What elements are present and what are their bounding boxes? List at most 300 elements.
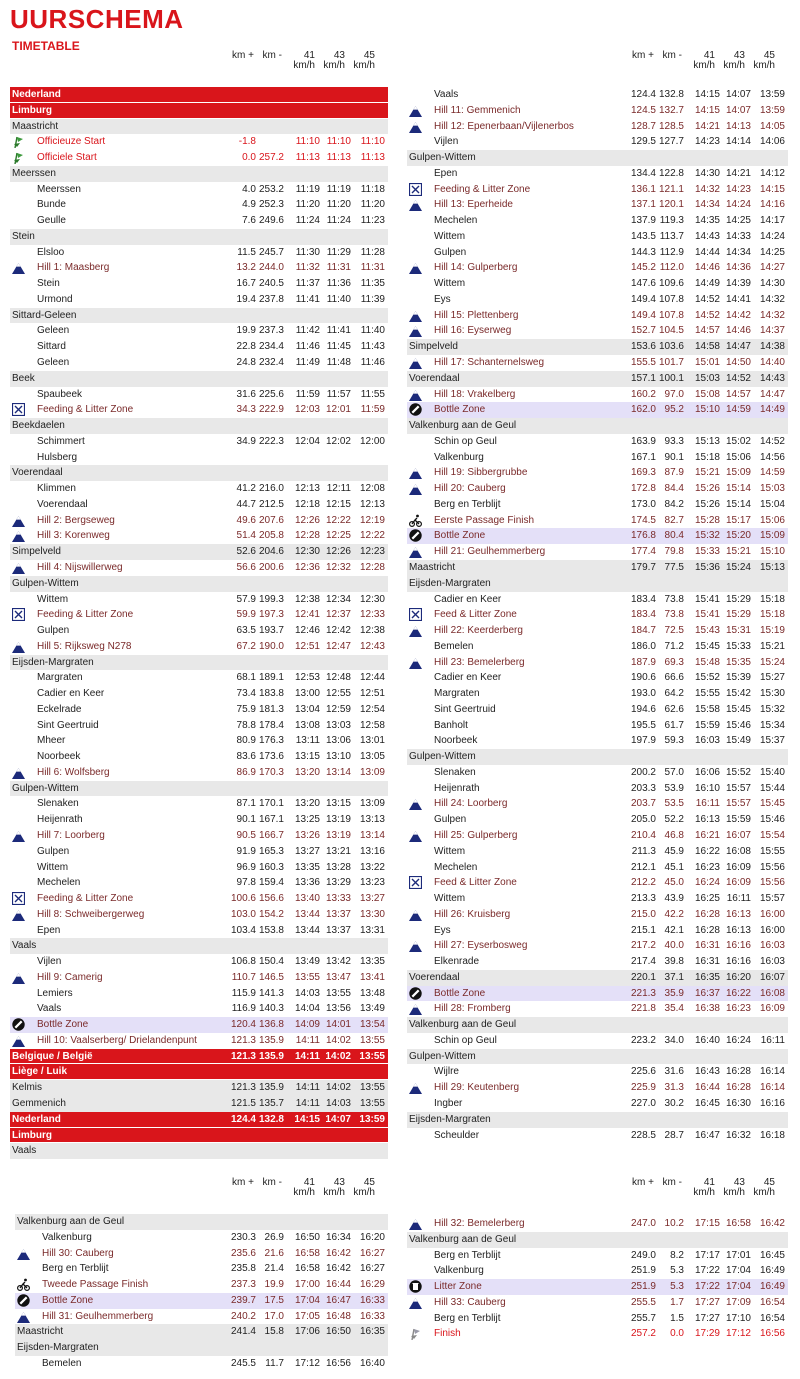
- time-43-value: 13:21: [325, 845, 351, 857]
- location-name: Geleen: [37, 357, 70, 369]
- location-name: Meerssen: [37, 183, 81, 195]
- km-plus-value: 235.8: [230, 1263, 256, 1275]
- time-41-value: 17:06: [294, 1326, 320, 1338]
- time-41-value: 15:32: [694, 530, 720, 542]
- unit-41-header: km/h: [293, 1187, 315, 1198]
- location-name: Spaubeek: [37, 388, 83, 400]
- speed-43-header: 43: [733, 1177, 745, 1188]
- location-name: Eckelrade: [37, 703, 82, 715]
- km-minus-value: 165.3: [258, 845, 284, 857]
- timetable-row: [407, 323, 788, 339]
- timetable-row: [10, 828, 388, 844]
- time-43-value: 13:37: [325, 908, 351, 920]
- timetable-row: [407, 197, 788, 213]
- km-minus-value: 252.3: [258, 199, 284, 211]
- timetable-row: [407, 182, 788, 198]
- time-43-value: 11:19: [326, 183, 351, 195]
- km-minus-value: 90.1: [664, 451, 684, 463]
- km-minus-value: 135.9: [258, 1082, 284, 1094]
- km-plus-value: 103.4: [230, 924, 256, 936]
- time-41-value: 13:44: [294, 924, 320, 936]
- km-minus-value: 87.9: [664, 467, 684, 479]
- time-41-value: 15:59: [694, 719, 720, 731]
- km-plus-value: 13.2: [236, 262, 256, 274]
- time-41-value: 13:15: [294, 751, 320, 763]
- location-name: Bunde: [37, 199, 66, 211]
- time-45-value: 16:08: [759, 987, 785, 999]
- location-name: Mechelen: [434, 215, 478, 227]
- start-flag-icon: [12, 135, 25, 148]
- km-minus-value: 146.5: [258, 971, 284, 983]
- time-43-value: 13:15: [325, 798, 351, 810]
- location-name: Hill 20: Cauberg: [434, 483, 506, 495]
- km-plus-value: 184.7: [630, 625, 656, 637]
- km-plus-header: km +: [232, 1177, 254, 1188]
- timetable-row: [407, 607, 788, 623]
- country-row: [10, 1064, 388, 1080]
- time-43-value: 16:16: [725, 956, 751, 968]
- page-subtitle: TIMETABLE: [12, 39, 80, 53]
- bottle-zone-icon: [409, 403, 422, 416]
- km-minus-value: 216.0: [258, 483, 284, 495]
- km-minus-value: 5.3: [670, 1265, 684, 1277]
- time-45-value: 15:24: [759, 656, 785, 668]
- feeding-zone-icon: [409, 183, 422, 196]
- km-minus-value: 0.0: [670, 1328, 684, 1340]
- km-minus-value: 42.1: [664, 924, 684, 936]
- location-name: Litter Zone: [434, 1281, 482, 1293]
- timetable-row: [407, 245, 788, 261]
- km-plus-value: 241.4: [230, 1326, 256, 1338]
- time-45-value: 16:09: [759, 1003, 785, 1015]
- km-plus-value: 230.3: [230, 1231, 256, 1243]
- time-41-value: 15:55: [694, 688, 720, 700]
- location-name: Bottle Zone: [434, 404, 486, 416]
- km-minus-value: 160.3: [258, 861, 284, 873]
- km-plus-value: 177.4: [630, 546, 656, 558]
- km-plus-value: 129.5: [630, 136, 656, 148]
- time-45-value: 16:42: [759, 1218, 785, 1229]
- time-45-value: 11:10: [360, 136, 385, 148]
- km-plus-value: 145.2: [630, 262, 656, 274]
- km-minus-value: 154.2: [258, 908, 284, 920]
- timetable-row: [10, 907, 388, 923]
- km-plus-value: 211.3: [631, 845, 656, 857]
- unit-45-header: km/h: [353, 60, 375, 71]
- location-name: Schimmert: [37, 435, 85, 447]
- location-name: Beek: [12, 372, 35, 384]
- timetable-row: [407, 718, 788, 734]
- km-plus-value: 67.2: [236, 640, 256, 652]
- mountain-icon: [409, 908, 422, 921]
- location-name: Noorbeek: [37, 751, 81, 763]
- timetable-row: [10, 986, 388, 1002]
- time-43-value: 14:07: [325, 1113, 351, 1125]
- time-41-value: 14:46: [694, 262, 720, 274]
- time-41-value: 11:10: [295, 136, 320, 148]
- km-minus-value: 120.1: [658, 199, 684, 211]
- timetable-row: [10, 844, 388, 860]
- time-43-value: 16:24: [725, 1034, 751, 1046]
- km-plus-value: 153.6: [630, 341, 656, 353]
- km-plus-header: km +: [232, 50, 254, 61]
- time-43-value: 11:29: [326, 246, 351, 258]
- km-minus-value: 112.9: [659, 246, 684, 258]
- time-45-value: 12:22: [359, 530, 385, 542]
- km-plus-value: 4.0: [242, 183, 256, 195]
- column-header-4: [400, 1177, 790, 1199]
- km-plus-value: 213.3: [630, 893, 656, 905]
- timetable-row: [10, 639, 388, 655]
- time-45-value: 15:57: [759, 893, 785, 905]
- time-41-value: 17:27: [694, 1312, 720, 1324]
- mountain-icon: [409, 309, 422, 322]
- timetable-row: [407, 986, 788, 1002]
- km-plus-value: 210.4: [630, 829, 656, 841]
- region-row: [10, 544, 388, 560]
- km-plus-value: 41.2: [236, 483, 256, 495]
- time-43-value: 14:57: [725, 388, 751, 400]
- time-45-value: 15:18: [759, 609, 785, 621]
- time-45-value: 13:59: [759, 104, 785, 116]
- km-plus-value: 195.5: [630, 719, 656, 731]
- time-45-value: 16:49: [759, 1281, 785, 1293]
- region-row: [407, 418, 788, 434]
- time-41-value: 15:43: [694, 625, 720, 637]
- time-41-value: 13:49: [294, 956, 320, 968]
- time-45-value: 16:03: [759, 956, 785, 968]
- location-name: Valkenburg: [434, 451, 484, 463]
- time-43-value: 13:33: [325, 893, 351, 905]
- bottle-zone-icon: [409, 529, 422, 542]
- timetable-row: [15, 1277, 388, 1293]
- time-43-value: 11:31: [326, 262, 351, 274]
- km-minus-value: 57.0: [664, 766, 684, 778]
- location-name: Vijlen: [434, 136, 459, 148]
- timetable-row: [10, 497, 388, 513]
- time-45-value: 15:18: [759, 593, 785, 605]
- km-plus-value: 34.9: [236, 435, 256, 447]
- km-plus-value: 247.0: [630, 1218, 656, 1229]
- location-name: Berg en Terblijt: [434, 1312, 501, 1324]
- km-plus-value: 237.3: [230, 1279, 256, 1291]
- km-plus-value: 121.3: [230, 1082, 256, 1094]
- time-41-value: 13:36: [294, 877, 320, 889]
- time-43-value: 11:48: [326, 357, 351, 369]
- time-41-value: 16:21: [694, 829, 720, 841]
- time-45-value: 14:15: [759, 183, 785, 195]
- km-plus-value: 221.3: [630, 987, 656, 999]
- time-45-value: 16:27: [359, 1247, 385, 1259]
- km-minus-value: 112.0: [659, 262, 684, 274]
- timetable-row: [407, 1295, 788, 1311]
- time-43-value: 12:59: [325, 703, 351, 715]
- km-minus-value: 189.1: [258, 672, 284, 684]
- time-45-value: 13:30: [359, 908, 385, 920]
- time-43-value: 13:28: [325, 861, 351, 873]
- km-plus-value: 4.9: [242, 199, 256, 211]
- time-45-value: 12:08: [359, 483, 385, 495]
- location-name: Sint Geertruid: [434, 703, 496, 715]
- km-minus-value: 197.3: [258, 609, 284, 621]
- km-minus-value: 79.8: [664, 546, 684, 558]
- time-41-value: 13:44: [294, 908, 320, 920]
- timetable-row: [10, 765, 388, 781]
- time-45-value: 15:09: [759, 530, 785, 542]
- time-45-value: 13:49: [359, 1003, 385, 1015]
- time-41-value: 13:04: [294, 703, 320, 715]
- location-name: Banholt: [434, 719, 468, 731]
- time-43-value: 16:07: [725, 829, 751, 841]
- km-minus-value: 170.3: [258, 766, 284, 778]
- km-plus-value: 87.1: [236, 798, 256, 810]
- column-header-3: [0, 1177, 390, 1199]
- location-name: Wittem: [434, 230, 466, 242]
- km-minus-value: 107.8: [658, 309, 684, 321]
- time-45-value: 12:58: [359, 719, 385, 731]
- timetable-row: [10, 513, 388, 529]
- time-41-value: 12:51: [294, 640, 320, 652]
- timetable-row: [407, 907, 788, 923]
- time-43-value: 15:20: [725, 530, 751, 542]
- time-43-value: 16:09: [725, 861, 751, 873]
- km-plus-value: 172.8: [630, 483, 656, 495]
- location-name: Margraten: [37, 672, 83, 684]
- location-name: Lemiers: [37, 987, 73, 999]
- timetable-row: [10, 1001, 388, 1017]
- km-plus-value: 121.5: [230, 1098, 256, 1109]
- time-41-value: 17:22: [694, 1281, 720, 1293]
- time-41-value: 16:23: [694, 861, 720, 873]
- location-name: Sittard-Geleen: [12, 309, 77, 321]
- km-minus-value: 135.7: [258, 1098, 284, 1109]
- km-minus-value: 257.2: [258, 152, 284, 164]
- feeding-zone-icon: [409, 876, 422, 889]
- time-45-value: 14:59: [759, 467, 785, 479]
- time-43-value: 16:34: [325, 1231, 351, 1243]
- timetable-row: [10, 592, 388, 608]
- km-plus-value: 80.9: [236, 735, 256, 747]
- region-row: [407, 1017, 788, 1033]
- time-43-value: 15:57: [725, 782, 751, 794]
- time-41-value: 12:53: [294, 672, 320, 684]
- km-plus-value: 73.4: [236, 688, 256, 700]
- location-name: Hill 23: Bemelerberg: [434, 656, 525, 668]
- location-name: Hill 12: Epenerbaan/Vijlenerbos: [434, 120, 574, 132]
- timetable-row: [10, 481, 388, 497]
- time-41-value: 14:30: [694, 167, 720, 179]
- time-41-value: 16:10: [694, 782, 720, 794]
- km-plus-value: 115.9: [231, 987, 256, 999]
- time-43-value: 12:22: [325, 514, 351, 526]
- km-minus-value: 204.6: [258, 546, 284, 558]
- mountain-icon: [409, 1217, 422, 1230]
- timetable-row: [407, 828, 788, 844]
- km-plus-value: 183.4: [630, 593, 656, 605]
- mountain-icon: [409, 466, 422, 479]
- km-plus-value: 0.0: [242, 152, 256, 164]
- time-45-value: 14:05: [759, 120, 785, 132]
- time-41-value: 14:03: [294, 987, 320, 999]
- time-45-value: 12:44: [359, 672, 385, 684]
- region-row: [10, 371, 388, 387]
- time-41-value: 16:58: [294, 1247, 320, 1259]
- time-43-value: 15:39: [725, 672, 751, 684]
- time-43-value: 11:36: [326, 278, 351, 290]
- timetable-row: [407, 781, 788, 797]
- km-minus-value: 95.2: [664, 404, 684, 416]
- time-43-value: 16:47: [325, 1294, 351, 1306]
- km-plus-value: 190.6: [630, 672, 656, 684]
- page-title: UURSCHEMA: [10, 4, 184, 34]
- time-45-value: 12:43: [359, 640, 385, 652]
- km-plus-value: 227.0: [630, 1098, 656, 1109]
- time-45-value: 11:23: [360, 215, 385, 227]
- km-plus-value: 11.5: [237, 246, 256, 258]
- speed-45-header: 45: [763, 50, 775, 61]
- location-name: Berg en Terblijt: [434, 1249, 501, 1261]
- location-name: Scheulder: [434, 1129, 480, 1141]
- time-41-value: 14:15: [694, 104, 720, 116]
- time-43-value: 15:29: [725, 609, 751, 621]
- time-43-value: 13:19: [325, 829, 351, 841]
- location-name: Cadier en Keer: [37, 688, 105, 700]
- location-name: Hill 31: Geulhemmerberg: [42, 1310, 154, 1322]
- time-43-value: 13:03: [325, 719, 351, 731]
- litter-zone-icon: [409, 1280, 422, 1293]
- time-43-value: 12:32: [325, 561, 351, 573]
- time-45-value: 14:12: [759, 167, 785, 179]
- km-plus-value: 110.7: [231, 971, 256, 983]
- location-name: Mheer: [37, 735, 66, 747]
- location-name: Hill 28: Fromberg: [434, 1003, 511, 1015]
- mountain-icon: [409, 104, 422, 117]
- timetable-row: [10, 1017, 388, 1033]
- km-plus-value: 217.4: [630, 956, 656, 968]
- location-name: Cadier en Keer: [434, 593, 502, 605]
- km-minus-value: 73.8: [664, 593, 684, 605]
- time-45-value: 16:20: [359, 1231, 385, 1243]
- km-minus-value: 45.9: [664, 845, 684, 857]
- timetable-row: [10, 197, 388, 213]
- location-name: Limburg: [12, 1129, 52, 1141]
- time-43-value: 14:07: [725, 104, 751, 116]
- km-minus-value: 245.7: [258, 246, 284, 258]
- location-name: Valkenburg aan de Geul: [17, 1216, 125, 1227]
- km-plus-value: 144.3: [630, 246, 656, 258]
- km-minus-value: 232.4: [258, 357, 284, 369]
- km-minus-value: 132.8: [658, 89, 684, 100]
- timetable-row: [407, 355, 788, 371]
- timetable-row: [10, 891, 388, 907]
- finish-flag-icon: [409, 1327, 422, 1340]
- km-plus-value: 121.3: [230, 1034, 256, 1046]
- mountain-icon: [409, 261, 422, 274]
- location-name: Stein: [12, 230, 35, 242]
- km-minus-value: 170.1: [258, 798, 284, 810]
- unit-45-header: km/h: [353, 1187, 375, 1198]
- unit-43-header: km/h: [723, 1187, 745, 1198]
- time-43-value: 14:14: [725, 136, 751, 148]
- location-name: Valkenburg: [42, 1231, 92, 1243]
- timetable-row: [407, 166, 788, 182]
- location-name: Hill 18: Vrakelberg: [434, 388, 516, 400]
- time-45-value: 13:09: [359, 798, 385, 810]
- km-minus-value: 31.3: [664, 1082, 684, 1094]
- time-45-value: 13:27: [359, 893, 385, 905]
- km-plus-value: 212.1: [630, 861, 656, 873]
- mountain-icon: [409, 656, 422, 669]
- km-plus-value: 128.7: [630, 120, 656, 132]
- location-name: Eys: [434, 293, 451, 305]
- location-name: Liège / Luik: [12, 1066, 68, 1078]
- region-row: [10, 1096, 388, 1112]
- km-plus-value: 90.5: [236, 829, 256, 841]
- km-plus-value: 186.0: [630, 640, 656, 652]
- location-name: Feeding & Litter Zone: [37, 404, 134, 416]
- km-minus-value: 53.9: [664, 782, 684, 794]
- time-43-value: 14:02: [325, 1082, 351, 1094]
- location-name: Hill 9: Camerig: [37, 971, 103, 983]
- time-45-value: 16:40: [359, 1357, 385, 1369]
- location-name: Hill 15: Plettenberg: [434, 309, 519, 321]
- timetable-row: [10, 812, 388, 828]
- time-43-value: 15:29: [725, 593, 751, 605]
- region-row: [10, 1080, 388, 1096]
- region-row: [10, 308, 388, 324]
- mountain-icon: [409, 624, 422, 637]
- location-name: Voerendaal: [12, 467, 63, 479]
- time-43-value: 13:47: [325, 971, 351, 983]
- time-45-value: 15:54: [759, 829, 785, 841]
- km-minus-value: 207.6: [258, 514, 284, 526]
- time-43-value: 14:02: [325, 1050, 351, 1062]
- location-name: Hill 3: Korenweg: [37, 530, 110, 542]
- speed-43-header: 43: [733, 50, 745, 61]
- time-43-value: 11:41: [326, 325, 351, 337]
- timetable-row: [407, 686, 788, 702]
- time-41-value: 16:11: [695, 798, 720, 810]
- km-plus-value: 155.5: [630, 357, 656, 369]
- region-row: [407, 1232, 788, 1248]
- mountain-icon: [409, 1081, 422, 1094]
- time-43-value: 11:24: [326, 215, 351, 227]
- time-45-value: 14:06: [759, 136, 785, 148]
- region-row: [15, 1324, 388, 1340]
- timetable-row: [10, 1033, 388, 1049]
- time-41-value: 12:46: [294, 625, 320, 637]
- time-41-value: 16:47: [694, 1129, 720, 1141]
- time-43-value: 16:30: [725, 1098, 751, 1109]
- time-41-value: 15:08: [694, 388, 720, 400]
- time-43-value: 14:34: [725, 246, 751, 258]
- unit-41-header: km/h: [693, 60, 715, 71]
- location-name: Simpelveld: [409, 341, 458, 353]
- time-43-value: 16:13: [725, 924, 751, 936]
- region-row: [407, 339, 788, 355]
- km-minus-value: 181.3: [258, 703, 284, 715]
- location-name: Hill 26: Kruisberg: [434, 908, 511, 920]
- timetable-row: [407, 513, 788, 529]
- cyclist-icon: [17, 1278, 30, 1291]
- time-41-value: 15:03: [694, 372, 720, 384]
- time-41-value: 17:00: [294, 1279, 320, 1291]
- time-41-value: 16:31: [694, 956, 720, 968]
- time-41-value: 13:08: [294, 719, 320, 731]
- location-name: Klimmen: [37, 483, 76, 495]
- timetable-row: [10, 182, 388, 198]
- cyclist-icon: [409, 514, 422, 527]
